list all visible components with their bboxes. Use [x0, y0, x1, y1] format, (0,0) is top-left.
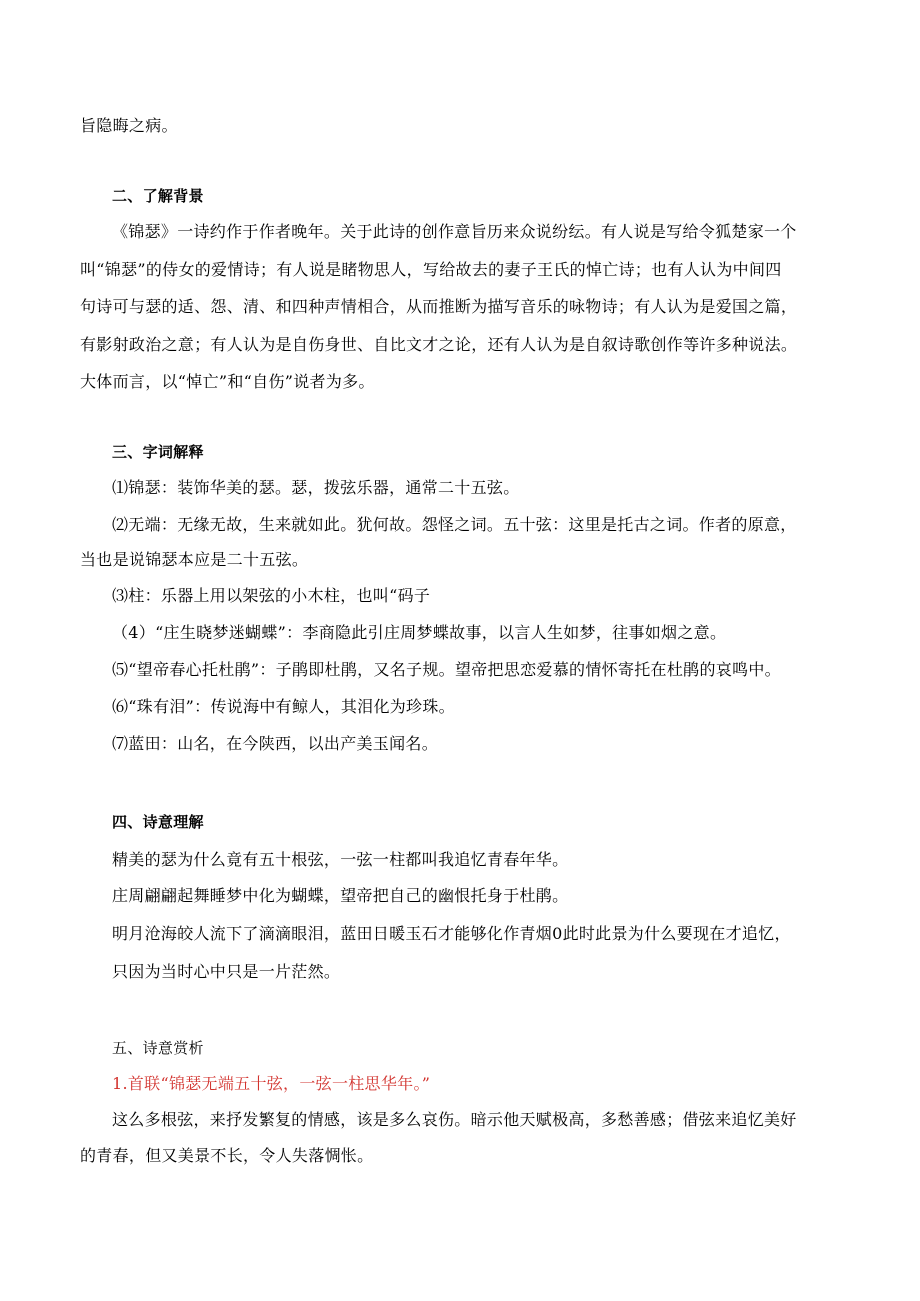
section-2-line: 句诗可与瑟的适、怨、清、和四种声情相合，从而推断为描写音乐的咏物诗；有人认为是爱国之篇，: [80, 297, 798, 316]
section-5-heading: 五、诗意赏析: [112, 1039, 204, 1057]
section-5-line: 这么多根弦，来抒发繁复的情感，该是多么哀伤。暗示他天赋极高，多愁善感；借弦来追忆美好: [112, 1110, 797, 1129]
section-4-line: 精美的瑟为什么竟有五十根弦，一弦一柱都叫我追忆青春年华。: [112, 850, 569, 869]
section-3-line: ⑺蓝田：山名，在今陕西，以出产美玉闻名。: [112, 734, 439, 753]
section-5-line: 的青春，但又美景不长，令人失落惆怅。: [80, 1146, 374, 1165]
section-2-line: 大体而言，以“悼亡”和“自伤”说者为多。: [80, 372, 375, 391]
section-2-line: 《锦瑟》一诗约作于作者晚年。关于此诗的创作意旨历来众说纷纭。有人说是写给令狐楚家一个: [112, 222, 797, 241]
section-2-line: 有影射政治之意；有人认为是自伤身世、自比文才之论，还有人认为是自叙诗歌创作等许多种说法。: [80, 335, 798, 354]
section-2-heading: 二、了解背景: [112, 187, 204, 205]
section-3-line: ⑴锦瑟：装饰华美的瑟。瑟，拨弦乐器，通常二十五弦。: [112, 478, 520, 497]
section-3-line: 当也是说锦瑟本应是二十五弦。: [80, 550, 309, 569]
section-4-line: 只因为当时心中只是一片茫然。: [112, 962, 341, 981]
section-3-heading: 三、字词解释: [112, 443, 204, 461]
intro-tail: 旨隐晦之病。: [80, 116, 178, 135]
section-3-line: ⑸“望帝春心托杜鹃”：子鹃即杜鹃，又名子规。望帝把思恋爱慕的情怀寄托在杜鹃的哀鸣中。: [112, 660, 781, 679]
section-4-heading: 四、诗意理解: [112, 813, 204, 831]
section-3-line: ⑶柱：乐器上用以架弦的小木柱，也叫“码子: [112, 586, 431, 605]
section-5-subheading: 1.首联“锦瑟无端五十弦，一弦一柱思华年。”: [112, 1074, 431, 1093]
section-3-line: ⑵无端：无缘无故，生来就如此。犹何故。怨怪之词。五十弦：这里是托古之词。作者的原意，: [112, 515, 797, 534]
section-4-line: 庄周翩翩起舞睡梦中化为蝴蝶，望帝把自己的幽恨托身于杜鹃。: [112, 886, 569, 905]
section-4-line: 明月沧海皎人流下了滴滴眼泪，蓝田日暖玉石才能够化作青烟0此时此景为什么要现在才追忆，: [112, 924, 791, 943]
section-3-line: （4）“庄生晓梦迷蝴蝶”：李商隐此引庄周梦蝶故事，以言人生如梦，往事如烟之意。: [112, 623, 727, 642]
section-3-line: ⑹“珠有泪”：传说海中有鲸人，其泪化为珍珠。: [112, 697, 455, 716]
section-2-line: 叫“锦瑟”的侍女的爱情诗；有人说是睹物思人，写给故去的妻子王氏的悼亡诗；也有人认为中间四: [80, 260, 782, 279]
